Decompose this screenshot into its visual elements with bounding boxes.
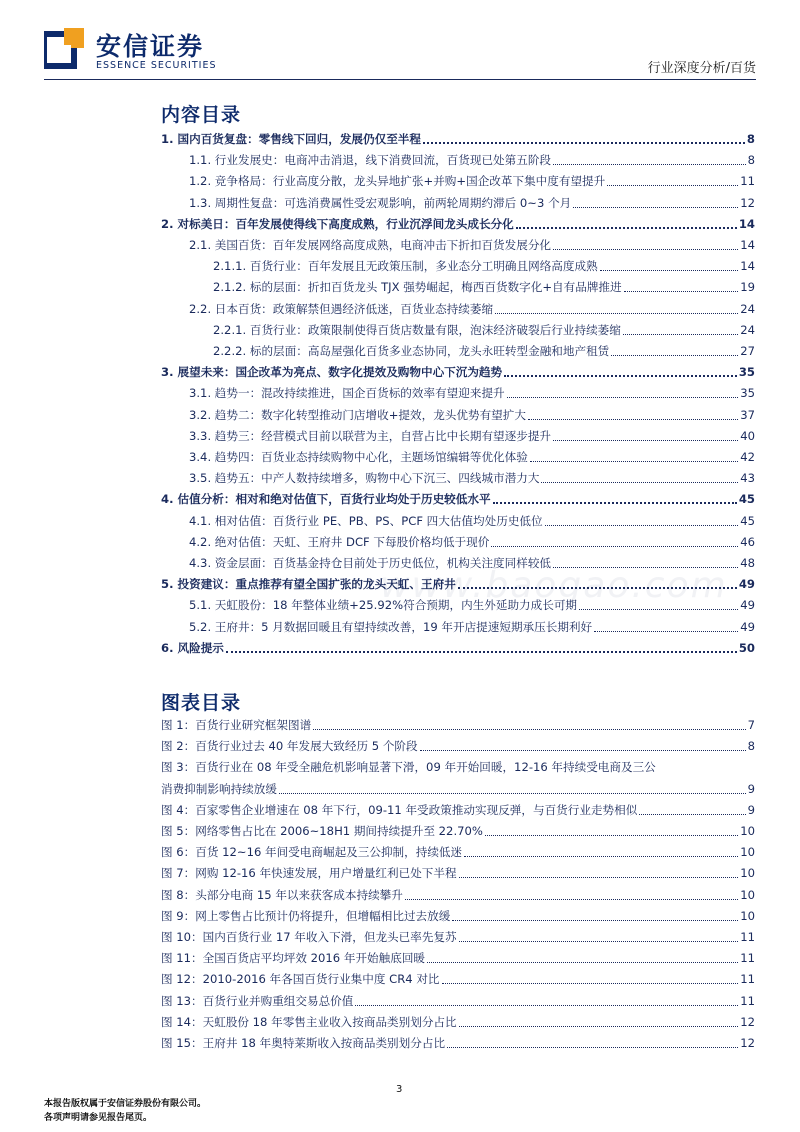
toc-entry-label: 3.5. 趋势五：中产人数持续增多，购物中心下沉三、四线城市潜力大 <box>189 471 540 486</box>
company-name-cn: 安信证券 <box>96 32 205 61</box>
toc-entry[interactable] <box>161 575 755 593</box>
figure-entry-page: 11 <box>740 993 755 1008</box>
figure-entry-label: 图 10：国内百货行业 17 年收入下滑，但龙头已率先复苏 <box>161 930 457 944</box>
dot-leader <box>507 397 739 398</box>
toc-entry-page: 19 <box>740 280 755 295</box>
toc-entry[interactable] <box>161 257 755 275</box>
dot-leader <box>452 920 738 921</box>
toc-entry-label: 3.4. 趋势四：百货业态持续购物中心化，主题场馆编辑等优化体验 <box>189 450 528 464</box>
toc-entry[interactable] <box>161 172 755 190</box>
toc-entry-label: 2.1. 美国百货：百年发展网络高度成熟，电商冲击下折扣百货发展分化 <box>189 238 552 252</box>
figures-title: 图表目录 <box>161 692 242 714</box>
toc-entry[interactable] <box>161 533 755 551</box>
dot-leader <box>573 207 738 208</box>
toc-entry-page: 45 <box>740 513 755 528</box>
toc-entry-label: 3.1. 趋势一：混改持续推进，国企百货标的效率有望迎来提升 <box>189 386 505 401</box>
toc-entry[interactable] <box>161 236 755 254</box>
dot-leader <box>623 334 738 335</box>
toc-entry[interactable] <box>161 618 755 636</box>
figure-entry-first-line[interactable]: 图 3：百货行业在 08 年受全融危机影响显著下滑，09 年开始回暖，12-16 年持续受电商及三公 <box>161 760 656 775</box>
figure-entry[interactable] <box>161 801 755 819</box>
toc-entry-label: 1.2. 竞争格局：行业高度分散，龙头异地扩张+并购+国企改革下集中度有望提升 <box>189 174 606 189</box>
dot-leader <box>427 962 738 963</box>
toc-entry-page: 8 <box>747 153 755 168</box>
figure-entry-page: 10 <box>740 824 755 838</box>
toc-entry[interactable] <box>161 194 755 212</box>
toc-entry-label: 4. 估值分析：相对和绝对估值下，百货行业均处于历史较低水平 <box>161 492 491 507</box>
toc-entry-page: 37 <box>740 407 755 422</box>
toc-entry-page: 8 <box>746 132 755 146</box>
figure-entry-page: 10 <box>740 866 755 881</box>
dot-leader <box>624 291 739 292</box>
toc-entry[interactable] <box>161 321 755 339</box>
figure-entry-page: 12 <box>740 1014 755 1029</box>
dot-leader <box>530 461 738 462</box>
toc-entry[interactable] <box>161 448 755 466</box>
dot-leader <box>459 1026 739 1027</box>
figure-entry[interactable] <box>161 949 755 967</box>
figure-entry[interactable] <box>161 780 755 798</box>
figure-entry-page: 12 <box>740 1036 755 1050</box>
toc-entry-page: 49 <box>738 577 755 592</box>
dot-leader <box>579 609 738 610</box>
dot-leader <box>553 440 738 441</box>
figure-entry[interactable] <box>161 864 755 882</box>
toc-entry-label: 3.3. 趋势三：经营模式目前以联营为主，自营占比中长期有望逐步提升 <box>189 428 552 443</box>
toc-entry-label: 1.3. 周期性复盘：可选消费属性受宏观影响，前两轮周期约滞后 0~3 个月 <box>189 195 572 210</box>
dot-leader <box>639 814 745 815</box>
toc-entry-page: 24 <box>740 322 755 337</box>
toc-entry-page: 27 <box>740 344 755 358</box>
dot-leader <box>355 1005 738 1006</box>
figure-entry-page: 8 <box>747 739 755 754</box>
figure-entry-page: 9 <box>747 802 755 817</box>
toc-entry-page: 24 <box>740 301 755 316</box>
toc-entry[interactable] <box>161 215 755 233</box>
toc-entry[interactable] <box>161 130 755 148</box>
copyright-notice: 本报告版权属于安信证券股份有限公司。 <box>44 1099 207 1109</box>
figure-entry-page: 10 <box>740 887 755 902</box>
toc-entry[interactable] <box>161 469 755 487</box>
disclaimer-notice: 各项声明请参见报告尾页。 <box>44 1113 153 1123</box>
toc-entry[interactable] <box>161 363 755 381</box>
dot-leader <box>458 587 737 589</box>
figure-entry[interactable] <box>161 886 755 904</box>
toc-entry-page: 45 <box>738 492 755 507</box>
dot-leader <box>420 750 746 751</box>
figure-entry-page: 11 <box>740 951 755 966</box>
toc-entry-page: 14 <box>738 216 755 231</box>
toc-entry[interactable] <box>161 151 755 169</box>
figure-entry[interactable] <box>161 716 755 734</box>
dot-leader <box>504 375 737 377</box>
figure-entry-label: 图 1：百货行业研究框架图谱 <box>161 718 312 732</box>
toc-entry[interactable] <box>161 554 755 572</box>
dot-leader <box>313 729 745 730</box>
toc-title: 内容目录 <box>161 104 242 126</box>
figure-entry[interactable] <box>161 737 755 755</box>
toc-entry-page: 14 <box>740 259 755 274</box>
toc-entry[interactable] <box>161 639 755 657</box>
company-name-en: ESSENCE SECURITIES <box>96 60 217 71</box>
toc-entry[interactable] <box>161 342 755 360</box>
toc-entry-label: 1.1. 行业发展史：电商冲击消退，线下消费回流，百货现已处第五阶段 <box>189 153 552 168</box>
dot-leader <box>600 270 739 271</box>
toc-entry-label: 3. 展望未来：国企改革为亮点、数字化提效及购物中心下沉为趋势 <box>161 365 503 380</box>
figure-entry-label: 图 12：2010-2016 年各国百货行业集中度 CR4 对比 <box>161 972 440 987</box>
figure-entry[interactable] <box>161 822 755 840</box>
figure-entry-label: 图 6：百货 12~16 年间受电商崛起及三公抑制，持续低迷 <box>161 845 463 860</box>
figure-entry-page: 7 <box>747 718 755 732</box>
figure-entry-page: 11 <box>740 930 755 944</box>
figure-entry-label: 图 4：百家零售企业增速在 08 年下行，09-11 年受政策推动实现反弹，与百货行业走势相似 <box>161 802 638 817</box>
page-number: 3 <box>396 1084 403 1095</box>
table-of-contents <box>161 130 755 670</box>
toc-entry-page: 46 <box>740 534 755 549</box>
figure-entry-label: 图 15：王府井 18 年奥特莱斯收入按商品类别划分占比 <box>161 1036 446 1050</box>
toc-entry-label: 5. 投资建议：重点推荐有望全国扩张的龙头天虹、王府井 <box>161 577 456 592</box>
dot-leader <box>594 631 738 632</box>
toc-entry-page: 35 <box>738 365 755 380</box>
dot-leader <box>459 941 739 942</box>
dot-leader <box>442 983 739 984</box>
header-divider <box>44 79 756 80</box>
dot-leader <box>528 419 738 420</box>
figure-entry-page: 9 <box>747 781 755 796</box>
toc-entry-page: 42 <box>740 450 755 464</box>
toc-entry-label: 2.2.2. 标的层面：高岛屋强化百货多业态协同，龙头永旺转型金融和地产租赁 <box>213 344 610 358</box>
toc-entry[interactable] <box>161 596 755 614</box>
toc-entry[interactable] <box>161 512 755 530</box>
dot-leader <box>405 899 738 900</box>
figure-entry[interactable] <box>161 970 755 988</box>
toc-entry-label: 5.2. 王府井：5 月数据回暖且有望持续改善，19 年开店提速短期承压长期利好 <box>189 619 593 634</box>
dot-leader <box>553 164 746 165</box>
toc-entry-label: 2.1.1. 百货行业：百年发展且无政策压制，多业态分工明确且网络高度成熟 <box>213 259 598 274</box>
toc-entry-label: 2. 对标美日：百年发展使得线下高度成熟，行业沉浮间龙头成长分化 <box>161 216 514 231</box>
dot-leader <box>226 651 737 653</box>
toc-entry-page: 14 <box>740 238 755 252</box>
figure-entry[interactable] <box>161 1034 755 1052</box>
toc-entry-label: 4.3. 资金层面：百货基金持仓目前处于历史低位，机构关注度同样较低 <box>189 556 552 570</box>
figure-entry-label: 图 2：百货行业过去 40 年发展大致经历 5 个阶段 <box>161 739 418 754</box>
report-type: 行业深度分析/百货 <box>647 61 756 76</box>
toc-entry[interactable] <box>161 490 755 508</box>
figure-entry-page: 11 <box>740 972 755 987</box>
dot-leader <box>491 546 738 547</box>
toc-entry-page: 49 <box>740 619 755 634</box>
dot-leader <box>493 502 737 504</box>
dot-leader <box>485 835 738 836</box>
toc-entry-label: 6. 风险提示 <box>161 640 224 655</box>
dot-leader <box>545 525 739 526</box>
figure-entry-label: 图 11：全国百货店平均坪效 2016 年开始触底回暖 <box>161 951 426 966</box>
toc-entry-page: 35 <box>740 386 755 401</box>
toc-entry-label: 2.2. 日本百货：政策解禁但遇经济低迷，百货业态持续萎缩 <box>189 301 494 316</box>
dot-leader <box>279 793 746 794</box>
figure-entry-label: 图 9：网上零售占比预计仍将提升，但增幅相比过去放缓 <box>161 908 451 923</box>
toc-entry-page: 50 <box>738 640 755 655</box>
figure-entry[interactable] <box>161 1013 755 1031</box>
dot-leader <box>553 567 738 568</box>
figure-entry[interactable] <box>161 992 755 1010</box>
figure-list <box>161 716 755 1066</box>
dot-leader <box>553 249 738 250</box>
dot-leader <box>541 482 738 483</box>
figure-entry-label: 图 14：天虹股份 18 年零售主业收入按商品类别划分占比 <box>161 1014 457 1029</box>
watermark: www.baogao.com <box>380 565 728 606</box>
figure-entry-label: 图 5：网络零售占比在 2006~18H1 期间持续提升至 22.70% <box>161 824 483 838</box>
toc-entry-label: 3.2. 趋势二：数字化转型推动门店增收+提效，龙头优势有望扩大 <box>189 407 526 422</box>
toc-entry[interactable] <box>161 406 755 424</box>
figure-entry-page: 10 <box>740 845 755 860</box>
figure-entry[interactable] <box>161 907 755 925</box>
toc-entry-page: 40 <box>740 428 755 443</box>
dot-leader <box>495 313 738 314</box>
toc-entry-page: 43 <box>740 471 755 486</box>
dot-leader <box>447 1047 738 1048</box>
dot-leader <box>611 355 738 356</box>
toc-entry-label: 4.1. 相对估值：百货行业 PE、PB、PS、PCF 四大估值均处历史低位 <box>189 513 543 528</box>
dot-leader <box>459 877 739 878</box>
toc-entry-label: 4.2. 绝对估值：天虹、王府井 DCF 下每股价格均低于现价 <box>189 534 490 549</box>
toc-entry-page: 11 <box>740 174 755 189</box>
toc-entry-label: 5.1. 天虹股份：18 年整体业绩+25.92%符合预期，内生外延助力成长可期 <box>189 598 578 613</box>
toc-entry[interactable] <box>161 300 755 318</box>
figure-entry-label: 图 13：百货行业并购重组交易总价值 <box>161 993 354 1008</box>
toc-entry[interactable] <box>161 278 755 296</box>
dot-leader <box>423 142 745 144</box>
dot-leader <box>607 185 738 186</box>
figure-entry-label: 图 8：头部分电商 15 年以来获客成本持续攀升 <box>161 887 403 902</box>
toc-entry-label: 2.1.2. 标的层面：折扣百货龙头 TJX 强势崛起，梅西百货数字化+自有品牌推进 <box>213 280 622 295</box>
toc-entry-page: 12 <box>740 195 755 210</box>
toc-entry-page: 48 <box>740 556 755 570</box>
company-logo-icon <box>44 28 88 72</box>
figure-entry[interactable] <box>161 843 755 861</box>
figure-entry-label: 消费抑制影响持续放缓 <box>161 781 277 796</box>
toc-entry-label: 2.2.1. 百货行业：政策限制使得百货店数量有限，泡沫经济破裂后行业持续萎缩 <box>213 322 621 337</box>
dot-leader <box>464 856 738 857</box>
figure-entry-label: 图 7：网购 12-16 年快速发展，用户增量红利已处下半程 <box>161 866 457 881</box>
toc-entry-label: 1. 国内百货复盘：零售线下回归，发展仍仅至半程 <box>161 132 421 146</box>
figure-entry[interactable] <box>161 928 755 946</box>
figure-entry-page: 10 <box>740 908 755 923</box>
toc-entry-page: 49 <box>740 598 755 613</box>
toc-entry[interactable] <box>161 384 755 402</box>
dot-leader <box>516 227 737 229</box>
toc-entry[interactable] <box>161 427 755 445</box>
